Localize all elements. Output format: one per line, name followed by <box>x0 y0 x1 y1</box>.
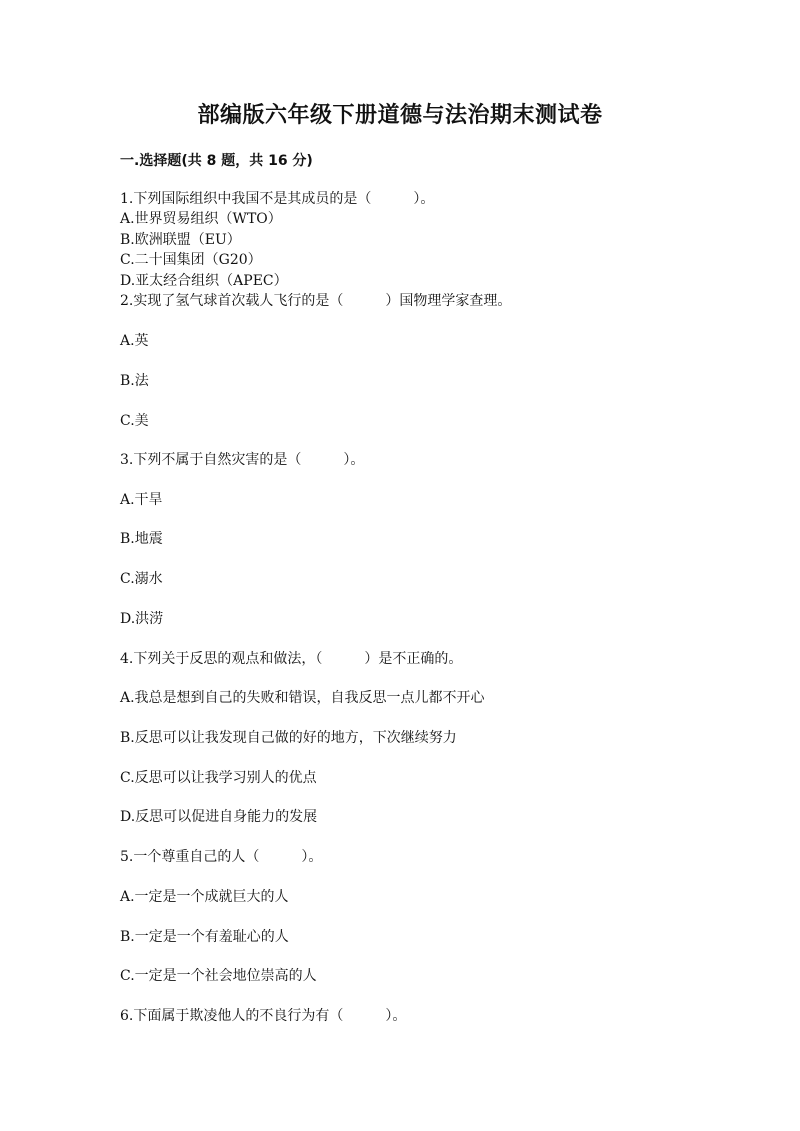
question-2-stem: 2.实现了氢气球首次载人飞行的是（ ）国物理学家查理。 <box>120 293 512 309</box>
question-4-option-c: C.反思可以让我学习别人的优点 <box>120 770 317 786</box>
question-4-stem: 4.下列关于反思的观点和做法，（ ）是不正确的。 <box>120 651 463 667</box>
question-1-option-b: B.欧洲联盟（EU） <box>120 232 241 248</box>
question-5-stem: 5.一个尊重自己的人（ ）。 <box>120 849 323 865</box>
question-2-option-c: C.美 <box>120 413 149 429</box>
question-4-option-a: A.我总是想到自己的失败和错误，自我反思一点儿都不开心 <box>120 690 485 706</box>
question-1-option-c: C.二十国集团（G20） <box>120 252 262 268</box>
question-3-option-c: C.溺水 <box>120 571 163 587</box>
question-4-option-b: B.反思可以让我发现自己做的好的地方，下次继续努力 <box>120 730 457 746</box>
section-heading: 一.选择题(共 8 题，共 16 分) <box>120 153 313 169</box>
question-6-stem: 6.下面属于欺凌他人的不良行为有（ ）。 <box>120 1008 407 1024</box>
question-4-option-d: D.反思可以促进自身能力的发展 <box>120 809 318 825</box>
question-5-option-a: A.一定是一个成就巨大的人 <box>120 889 289 905</box>
question-3-option-b: B.地震 <box>120 531 163 547</box>
question-5-option-b: B.一定是一个有羞耻心的人 <box>120 929 289 945</box>
question-2-option-b: B.法 <box>120 373 149 389</box>
question-2-option-a: A.英 <box>120 333 149 349</box>
question-5-option-c: C.一定是一个社会地位崇高的人 <box>120 968 317 984</box>
question-1-stem: 1.下列国际组织中我国不是其成员的是（ ）。 <box>120 191 435 207</box>
question-1-option-d: D.亚太经合组织（APEC） <box>120 273 288 289</box>
question-3-option-a: A.干旱 <box>120 492 163 508</box>
document-title: 部编版六年级下册道德与法治期末测试卷 <box>197 103 603 128</box>
question-1-option-a: A.世界贸易组织（WTO） <box>120 211 282 227</box>
question-3-option-d: D.洪涝 <box>120 611 164 627</box>
question-3-stem: 3.下列不属于自然灾害的是（ ）。 <box>120 452 365 468</box>
